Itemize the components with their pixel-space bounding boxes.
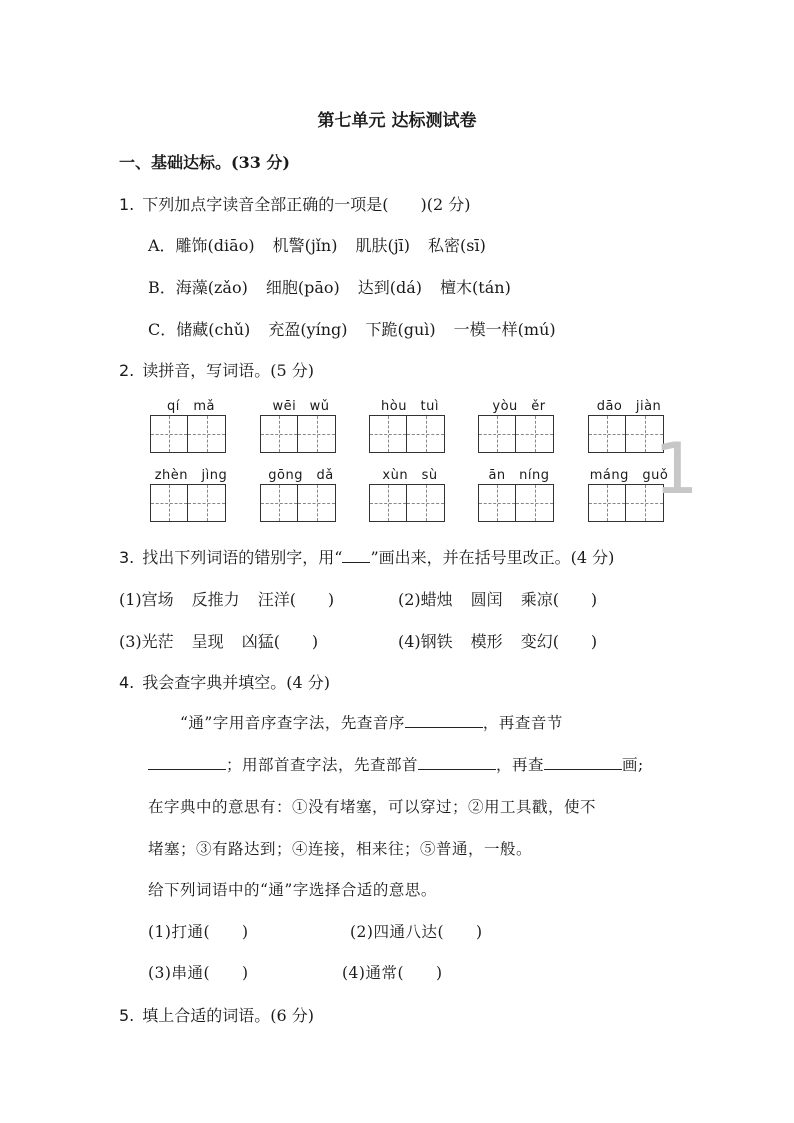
option-word: 私密(sī): [428, 236, 486, 255]
pinyin-label: xùn sù: [382, 468, 438, 483]
question-text: 填上合适的词语。(6 分): [142, 1006, 315, 1025]
writing-grid: [369, 395, 451, 453]
question-text: 读拼音，写词语。(5 分): [142, 361, 315, 380]
option-word: 檀木(tán): [440, 278, 511, 297]
question-2: [119, 358, 314, 381]
option-word: 肌肤(jī): [355, 236, 411, 255]
writing-box[interactable]: [369, 484, 407, 522]
writing-grid: [478, 464, 560, 522]
q4-item: (4)通常( ): [342, 964, 443, 982]
option-word: C．储藏(chǔ): [148, 320, 251, 339]
option-word: 充盈(yíng): [268, 320, 348, 339]
word-item: 汪洋( ): [257, 590, 335, 609]
option-word: 达到(dá): [357, 278, 423, 297]
writing-box[interactable]: [588, 415, 626, 453]
q4-item: (1)打通( ): [148, 923, 249, 941]
question-number: 4.: [119, 673, 135, 692]
pinyin-label: dāo jiàn: [596, 399, 662, 414]
writing-box[interactable]: [188, 484, 226, 522]
writing-box[interactable]: [478, 484, 516, 522]
q4-paragraph-line: 在字典中的意思有：①没有堵塞，可以穿过；②用工具戳，使不: [148, 798, 597, 816]
pinyin-label: yòu ěr: [492, 399, 546, 414]
writing-box[interactable]: [588, 484, 626, 522]
writing-grid: [150, 395, 232, 453]
question-4: [119, 670, 330, 693]
pinyin-label: qí mǎ: [167, 399, 215, 414]
pinyin-label: gōng dǎ: [268, 468, 334, 483]
question-5: [119, 1003, 314, 1026]
page-title: 第七单元 达标测试卷: [317, 111, 477, 131]
answer-blank[interactable]: [544, 755, 622, 770]
section-heading: 一、基础达标。(33 分): [119, 153, 290, 172]
word-item: (1)宫场: [119, 590, 174, 609]
writing-box[interactable]: [260, 484, 298, 522]
writing-box[interactable]: [407, 484, 445, 522]
word-item: 呈现: [191, 632, 224, 651]
q4-item: (2)四通八达( ): [350, 923, 483, 941]
pinyin-label: máng guǒ: [589, 468, 669, 483]
writing-box[interactable]: [298, 484, 336, 522]
writing-grid: [369, 464, 451, 522]
question-3: [119, 545, 614, 568]
q4-instruction: 给下列词语中的“通”字选择合适的意思。: [148, 881, 437, 899]
pinyin-label: ān níng: [488, 468, 550, 483]
word-item: 模形: [470, 632, 503, 651]
writing-box[interactable]: [369, 415, 407, 453]
option-word: 机警(jǐn): [272, 236, 338, 255]
word-item: 乘凉( ): [520, 590, 598, 609]
writing-grid: [478, 395, 560, 453]
question-number: 5.: [119, 1006, 135, 1025]
writing-box[interactable]: [516, 484, 554, 522]
q3-row-2: [398, 587, 615, 610]
question-text: 下列加点字读音全部正确的一项是( )(2 分): [142, 195, 471, 214]
writing-grid: [260, 464, 342, 522]
word-item: (3)光茫: [119, 632, 174, 651]
q4-paragraph-line: ；用部首查字法，先查部首 ，再查 画;: [148, 753, 644, 775]
question-number: 2.: [119, 361, 135, 380]
pinyin-label: hòu tuì: [381, 399, 439, 414]
q4-paragraph-line: “通”字用音序查字法，先查音序 ，再查音节: [180, 714, 563, 732]
word-item: (2)蜡烛: [398, 590, 453, 609]
writing-grid: [260, 395, 342, 453]
underline-sample: [342, 550, 370, 563]
writing-box[interactable]: [150, 484, 188, 522]
q3-row-1: [119, 587, 352, 610]
writing-grid: [150, 464, 232, 522]
answer-blank[interactable]: [418, 755, 496, 770]
answer-blank[interactable]: [405, 713, 483, 728]
word-item: 变幻( ): [520, 632, 598, 651]
option-word: 下跪(guì): [365, 320, 436, 339]
option-c: [148, 317, 574, 340]
writing-box[interactable]: [478, 415, 516, 453]
word-item: 反推力: [191, 590, 240, 609]
writing-box[interactable]: [516, 415, 554, 453]
pinyin-label: zhèn jìng: [154, 468, 228, 483]
option-word: 细胞(pāo): [265, 278, 340, 297]
writing-box[interactable]: [260, 415, 298, 453]
writing-box[interactable]: [150, 415, 188, 453]
option-word: B．海藻(zǎo): [148, 278, 248, 297]
q3-row-3: [119, 629, 336, 652]
word-item: 圆闰: [470, 590, 503, 609]
question-text: ”画出来，并在括号里改正。(4 分): [370, 548, 615, 567]
question-1: [119, 192, 471, 215]
option-b: [148, 275, 529, 298]
writing-box[interactable]: [298, 415, 336, 453]
writing-box[interactable]: [188, 415, 226, 453]
word-item: (4)钢铁: [398, 632, 453, 651]
question-number: 3.: [119, 548, 135, 567]
page-number-mark: 1: [654, 428, 699, 510]
question-text: 我会查字典并填空。(4 分): [142, 673, 331, 692]
option-word: A．雕饰(diāo): [148, 236, 255, 255]
option-a: [148, 233, 504, 256]
q4-item: (3)串通( ): [148, 964, 249, 982]
q3-row-4: [398, 629, 615, 652]
question-number: 1.: [119, 195, 135, 214]
q4-paragraph-line: 堵塞；③有路达到；④连接，相来往；⑤普通，一般。: [148, 840, 533, 858]
question-text: 找出下列词语的错别字，用“: [142, 548, 343, 567]
writing-box[interactable]: [407, 415, 445, 453]
answer-blank[interactable]: [148, 755, 226, 770]
word-item: 凶猛( ): [241, 632, 319, 651]
pinyin-label: wēi wǔ: [272, 399, 330, 414]
option-word: 一模一样(mú): [453, 320, 556, 339]
